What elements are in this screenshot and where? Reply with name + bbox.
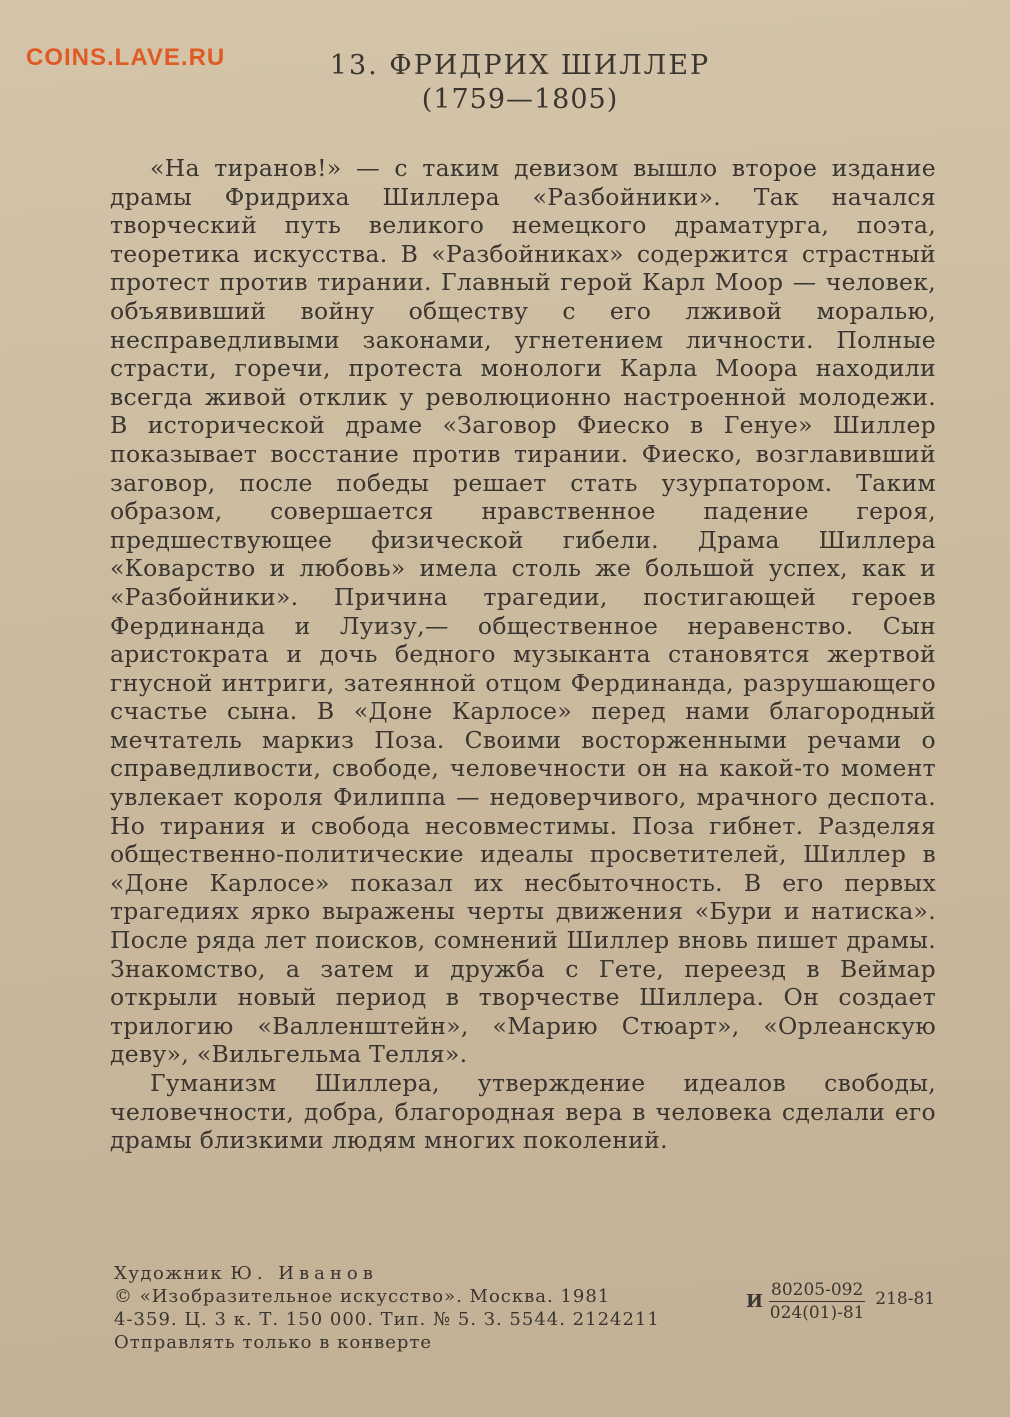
paragraph-1: «На тиранов!» — с таким девизом вышло второе издание драмы Фридриха Шиллера «Разбойники». Так начался творческий путь великого немецкого драматурга, поэта, теоретика искусства. В «Разбойниках» содержится страстный протест против тирании. Главный герой Карл Моор — человек, объявивший войну обществу с его лживой моралью, несправедливыми законами, угнетением личности. Полные страсти, горечи, протеста монологи Карла Моора находили всегда живой отклик у революционно настроенной молодежи. В исторической драме «Заговор Фиеско в Генуе» Шиллер показывает восстание против тирании. Фиеско, возглавивший заговор, после победы решает стать узурпатором. Таким образом, совершается нравственное падение героя, предшествующее физической гибели. Драма Шиллера «Коварство и любовь» имела столь же большой успех, как и «Разбойники». Причина трагедии, постигающей героев Фердинанда и Луизу,— общественное неравенство. Сын аристократа и дочь бедного музыканта становятся жертвой гнусной интриги, затеянной отцом Фердинанда, разрушающего счастье сына. В «Доне Карлосе» перед нами благородный мечтатель маркиз Поза. Своими восторженными речами о справедливости, свободе, человечности он на какой-то момент увлекает короля Филиппа — недоверчивого, мрачного деспота. Но тирания и свобода несовместимы. Поза гибнет. Разделяя общественно-политические идеалы просветителей, Шиллер в «Доне Карлосе» показал их несбыточность. В его первых трагедиях ярко выражены черты движения «Бури и натиска». После ряда лет поисков, сомнений Шиллер вновь пишет драмы. Знакомство, а затем и дружба с Гете, переезд в Веймар открыли новый период в творчестве Шиллера. Он создает трилогию «Валленштейн», «Марию Стюарт», «Орлеанскую деву», «Вильгельма Телля». [110, 154, 936, 1069]
index-denominator: 024(01)-81 [769, 1303, 865, 1323]
index-prefix: И [746, 1291, 764, 1312]
index-suffix: 218-81 [875, 1288, 936, 1309]
biography-text [110, 154, 936, 1155]
mailing-note: Отправлять только в конверте [114, 1332, 433, 1353]
index-numerator: 80205-092 [771, 1280, 864, 1300]
index-fraction [769, 1280, 865, 1323]
watermark: COINS.LAVE.RU [26, 44, 226, 71]
artist-credit [114, 1262, 660, 1285]
artist-name: Ю. Иванов [230, 1263, 378, 1284]
page-title: 13. ФРИДРИХ ШИЛЛЕР [329, 50, 711, 81]
paragraph-2: Гуманизм Шиллера, утверждение идеалов свободы, человечности, добра, благородная вера в человека сделали его драмы близкими людям многих поколений. [110, 1069, 936, 1155]
life-dates: (1759—1805) [421, 84, 619, 115]
publisher-line: © «Изобразительное искусство». Москва. 1981 [114, 1286, 611, 1307]
print-info-line: 4-359. Ц. 3 к. Т. 150 000. Тип. № 5. З. 5544. 2124211 [114, 1309, 660, 1330]
imprint-block [114, 1262, 660, 1354]
artist-label: Художник [114, 1263, 224, 1284]
index-code [746, 1280, 935, 1323]
